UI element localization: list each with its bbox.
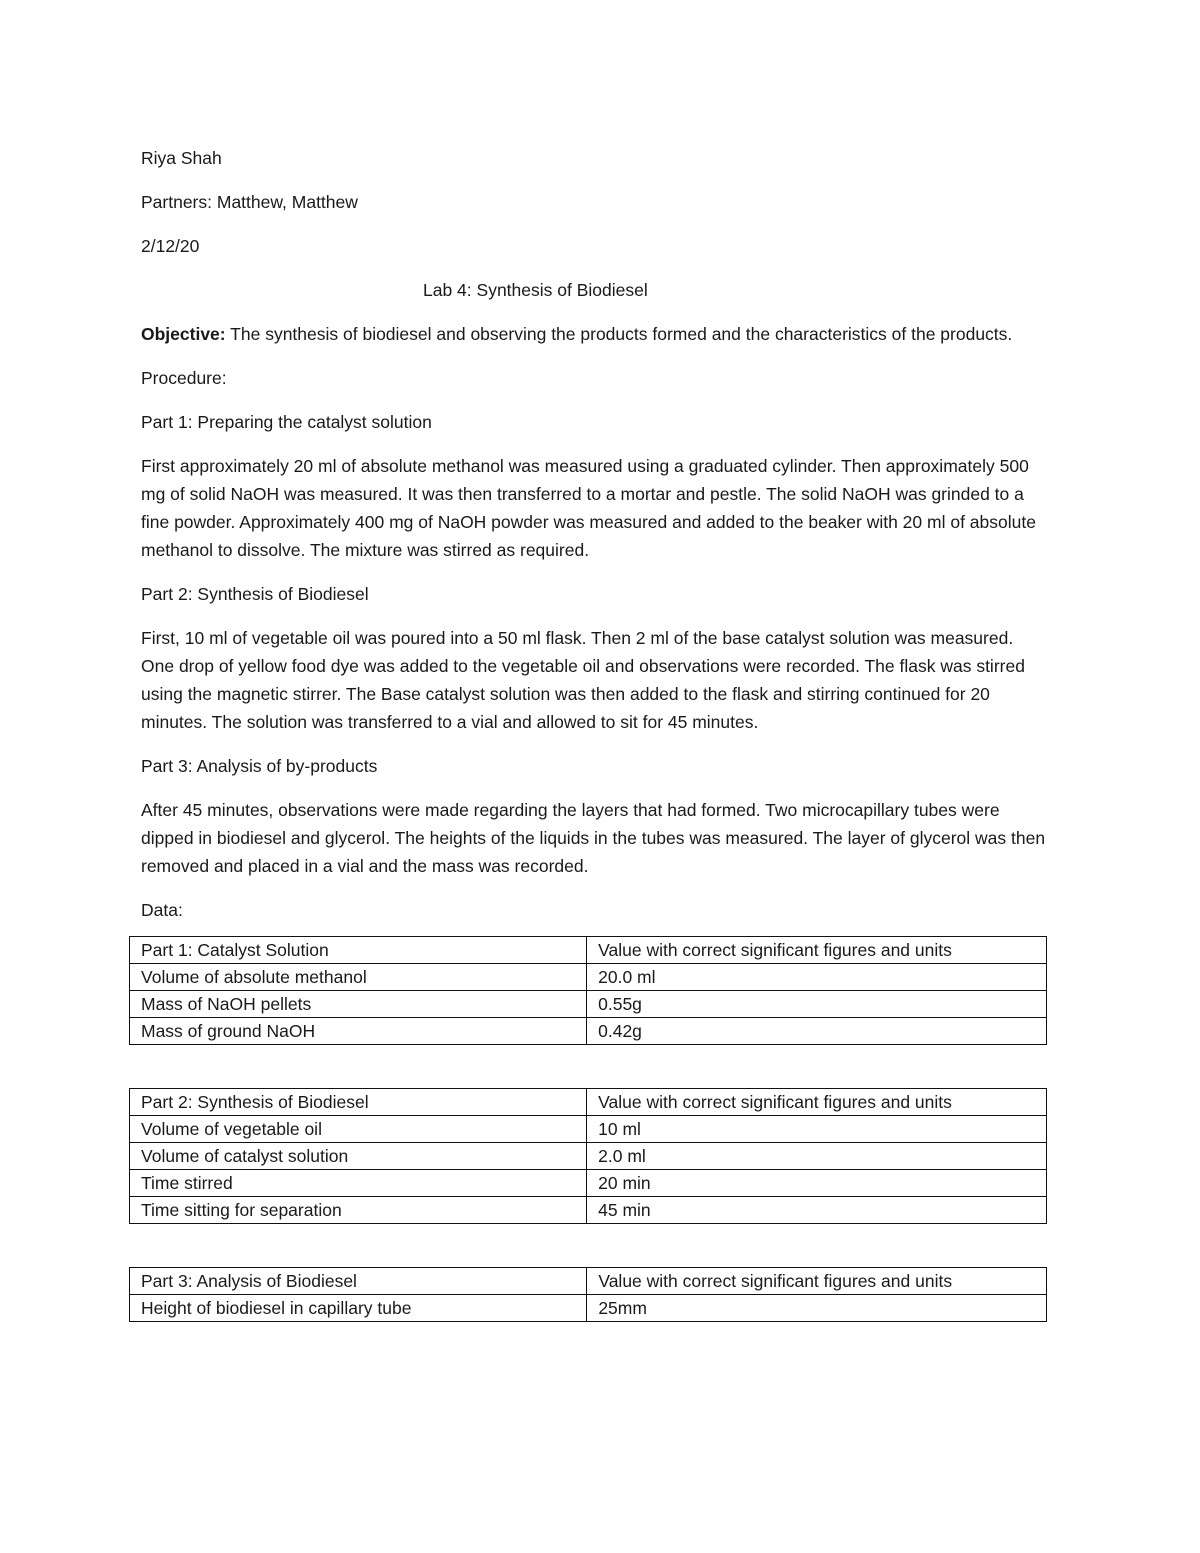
lab-title: Lab 4: Synthesis of Biodiesel bbox=[423, 280, 648, 300]
table-cell-value: 2.0 ml bbox=[587, 1143, 1047, 1170]
date-line: 2/12/20 bbox=[141, 236, 200, 256]
table-cell-value: 0.42g bbox=[587, 1018, 1047, 1045]
table-cell-label: Time sitting for separation bbox=[130, 1197, 587, 1224]
data-label: Data: bbox=[141, 900, 183, 920]
table-cell-value: 20.0 ml bbox=[587, 964, 1047, 991]
procedure-label: Procedure: bbox=[141, 368, 227, 388]
objective-label: Objective: bbox=[141, 324, 226, 344]
table-row bbox=[130, 1295, 1047, 1322]
table-header-row bbox=[130, 1089, 1047, 1116]
table-cell-label: Mass of NaOH pellets bbox=[130, 991, 587, 1018]
table-cell-label: Volume of absolute methanol bbox=[130, 964, 587, 991]
table-cell-value: 20 min bbox=[587, 1170, 1047, 1197]
table-cell-label: Volume of catalyst solution bbox=[130, 1143, 587, 1170]
part2-text: First, 10 ml of vegetable oil was poured into a 50 ml flask. Then 2 ml of the base catalyst solution was measured. One drop of yellow food dye was added to the vegetable oil and observations were recorded. The flask was stirred using the magnetic stirrer. The Base catalyst solution was then added to the flask and stirring continued for 20 minutes. The solution was transferred to a vial and allowed to sit for 45 minutes. bbox=[141, 628, 1025, 732]
part1-heading: Part 1: Preparing the catalyst solution bbox=[141, 412, 432, 432]
table-header-row bbox=[130, 1268, 1047, 1295]
table-header-row bbox=[130, 937, 1047, 964]
table-cell-label: Time stirred bbox=[130, 1170, 587, 1197]
table-cell-label: Mass of ground NaOH bbox=[130, 1018, 587, 1045]
table-header-cell: Part 1: Catalyst Solution bbox=[130, 937, 587, 964]
table-row bbox=[130, 1197, 1047, 1224]
table-header-cell: Value with correct significant figures and units bbox=[587, 1089, 1047, 1116]
catalyst-solution-table bbox=[129, 936, 1047, 1045]
table-spacer bbox=[141, 1224, 1050, 1267]
table-row bbox=[130, 1018, 1047, 1045]
table-header-cell: Part 3: Analysis of Biodiesel bbox=[130, 1268, 587, 1295]
biodiesel-analysis-table bbox=[129, 1267, 1047, 1322]
part3-text: After 45 minutes, observations were made regarding the layers that had formed. Two microcapillary tubes were dipped in biodiesel and glycerol. The heights of the liquids in the tubes was measured. The layer of glycerol was then removed and placed in a vial and the mass was recorded. bbox=[141, 800, 1046, 876]
table-row bbox=[130, 964, 1047, 991]
partners-line: Partners: Matthew, Matthew bbox=[141, 192, 358, 212]
table-cell-value: 45 min bbox=[587, 1197, 1047, 1224]
table-header-cell: Part 2: Synthesis of Biodiesel bbox=[130, 1089, 587, 1116]
part3-heading: Part 3: Analysis of by-products bbox=[141, 756, 378, 776]
biodiesel-synthesis-table bbox=[129, 1088, 1047, 1224]
part2-heading: Part 2: Synthesis of Biodiesel bbox=[141, 584, 369, 604]
table-cell-value: 0.55g bbox=[587, 991, 1047, 1018]
table-row bbox=[130, 991, 1047, 1018]
author-name: Riya Shah bbox=[141, 148, 222, 168]
table-cell-label: Volume of vegetable oil bbox=[130, 1116, 587, 1143]
table-row bbox=[130, 1143, 1047, 1170]
table-row bbox=[130, 1116, 1047, 1143]
table-header-cell: Value with correct significant figures and units bbox=[587, 937, 1047, 964]
table-cell-label: Height of biodiesel in capillary tube bbox=[130, 1295, 587, 1322]
table-cell-value: 25mm bbox=[587, 1295, 1047, 1322]
table-spacer bbox=[141, 1045, 1050, 1088]
objective-paragraph bbox=[141, 320, 1050, 348]
table-row bbox=[130, 1170, 1047, 1197]
table-cell-value: 10 ml bbox=[587, 1116, 1047, 1143]
part1-text: First approximately 20 ml of absolute methanol was measured using a graduated cylinder. Then approximately 500 mg of solid NaOH was measured. It was then transferred to a mortar and pestle. The solid NaOH was grinded to a fine powder. Approximately 400 mg of NaOH powder was measured and added to the beaker with 20 ml of absolute methanol to dissolve. The mixture was stirred as required. bbox=[141, 456, 1036, 560]
objective-text: The synthesis of biodiesel and observing the products formed and the characteristics of the products. bbox=[225, 324, 1013, 344]
table-header-cell: Value with correct significant figures and units bbox=[587, 1268, 1047, 1295]
